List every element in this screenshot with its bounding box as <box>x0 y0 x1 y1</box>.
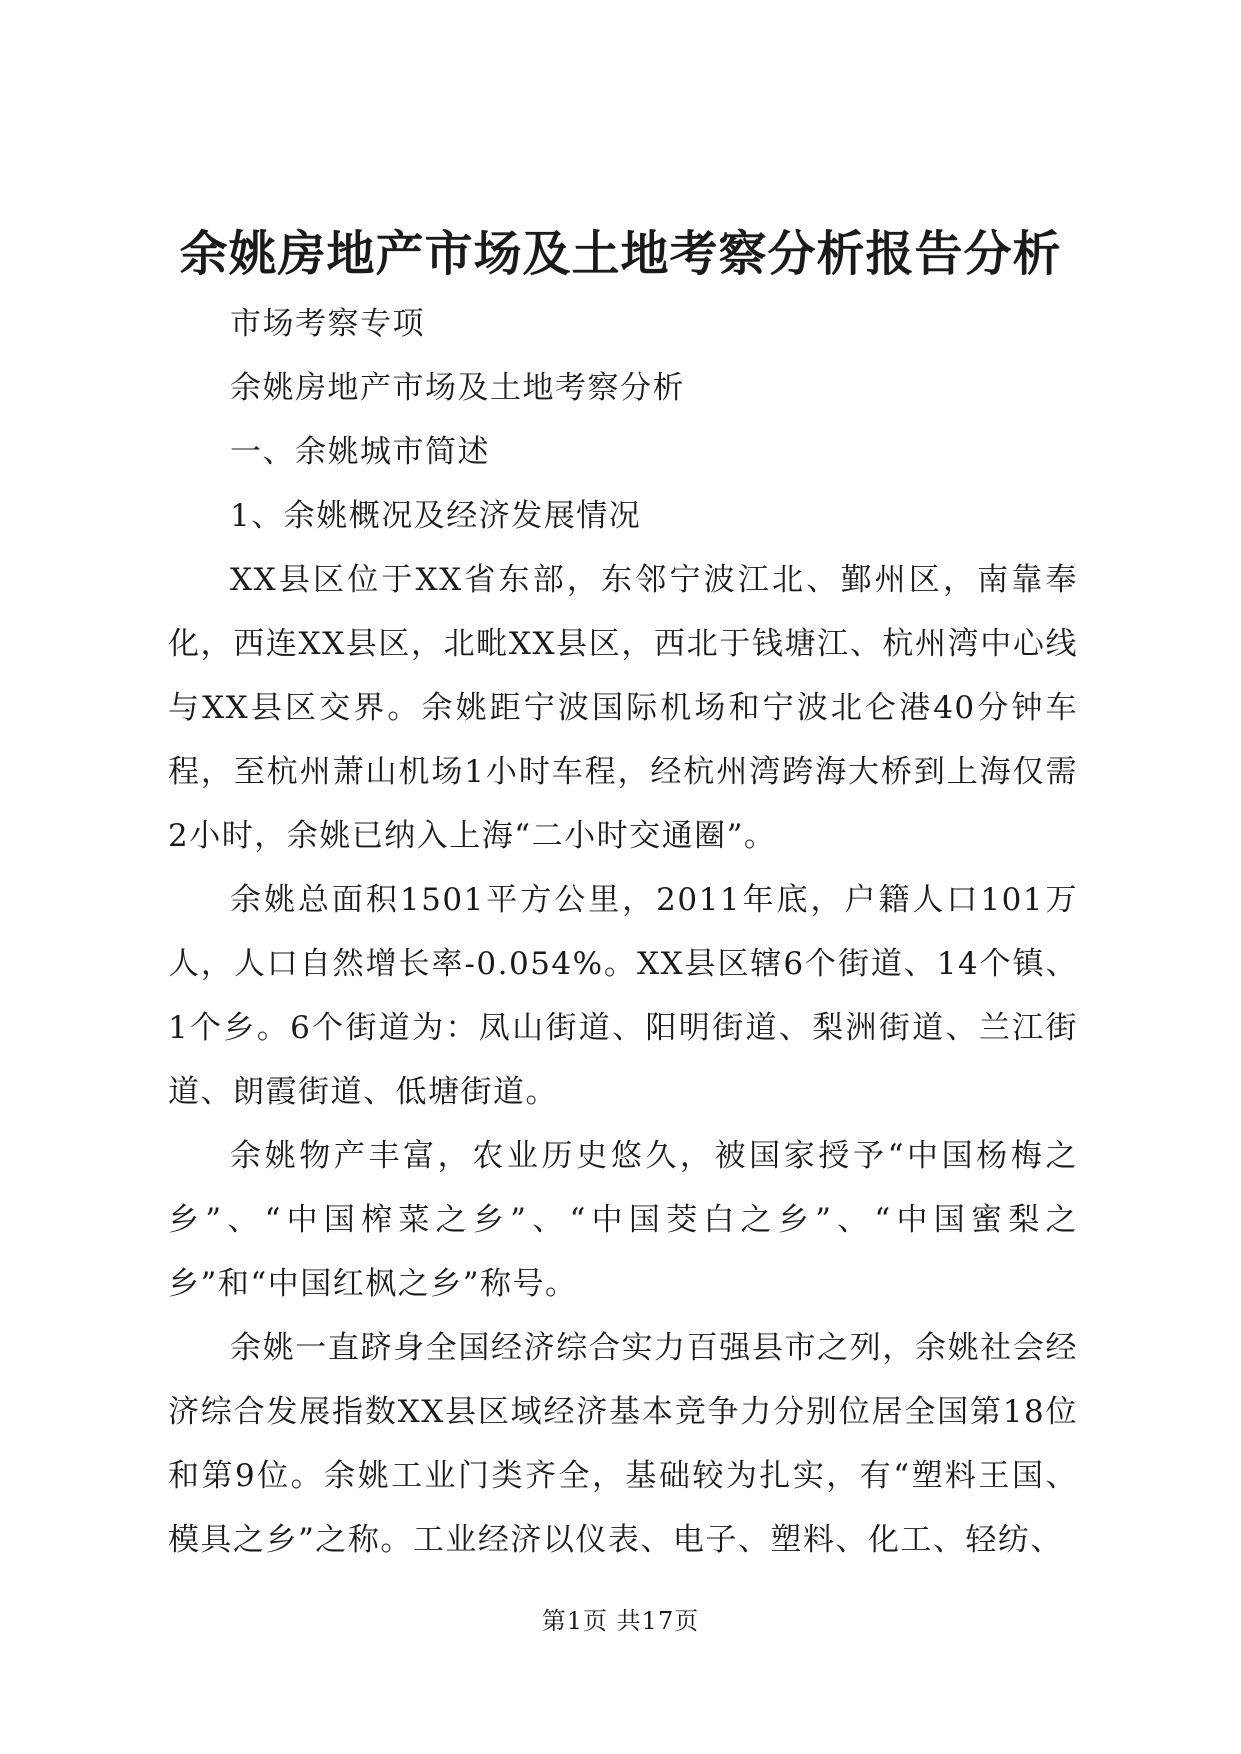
paragraph-subtitle: 余姚房地产市场及土地考察分析 <box>230 370 685 406</box>
page-number-footer: 第1页 共17页 <box>541 1607 700 1635</box>
paragraph-population: 余姚总面积1501平方公里，2011年底，户籍人口101万人，人口自然增长率-0.054%。XX县区辖6个街道、14个镇、1个乡。6个街道为：凤山街道、阳明街道、梨洲街道、兰江街道、朗霞街道、低塘街道。 <box>168 882 1078 1110</box>
paragraph-agriculture: 余姚物产丰富，农业历史悠久，被国家授予“中国杨梅之乡”、“中国榨菜之乡”、“中国茭白之乡”、“中国蜜梨之乡”和“中国红枫之乡”称号。 <box>168 1138 1078 1302</box>
paragraph-section-label: 市场考察专项 <box>230 306 425 342</box>
document-body <box>168 292 1078 1572</box>
heading-city-overview: 一、余姚城市简述 <box>230 434 490 470</box>
document-title: 余姚房地产市场及土地考察分析报告分析 <box>179 226 1062 282</box>
paragraph-industry: 余姚一直跻身全国经济综合实力百强县市之列，余姚社会经济综合发展指数XX县区域经济基本竞争力分别位居全国第18位和第9位。余姚工业门类齐全，基础较为扎实，有“塑料王国、模具之乡”之称。工业经济以仪表、电子、塑料、化工、轻纺、 <box>168 1330 1078 1558</box>
paragraph-location: XX县区位于XX省东部，东邻宁波江北、鄞州区，南靠奉化，西连XX县区，北毗XX县区，西北于钱塘江、杭州湾中心线与XX县区交界。余姚距宁波国际机场和宁波北仑港40分钟车程，至杭州萧山机场1小时车程，经杭州湾跨海大桥到上海仅需2小时，余姚已纳入上海“二小时交通圈”。 <box>168 562 1078 854</box>
heading-economy: 1、余姚概况及经济发展情况 <box>230 498 642 534</box>
